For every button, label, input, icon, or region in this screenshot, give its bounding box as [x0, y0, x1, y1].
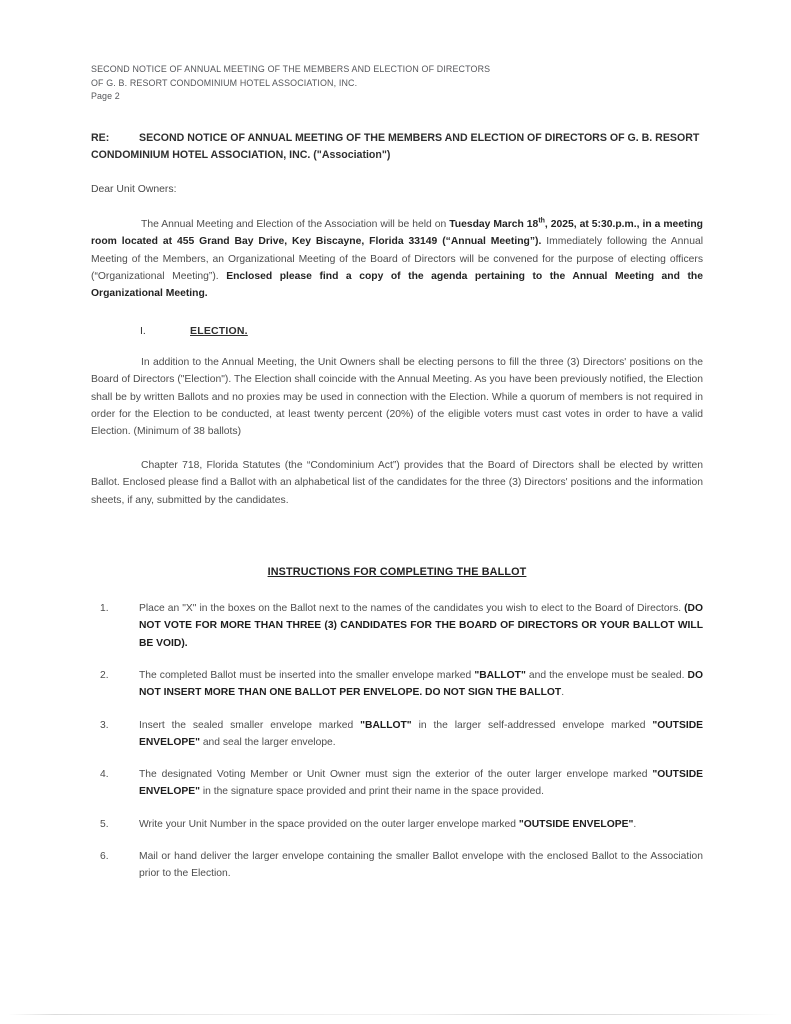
item2-run-3: and the envelope must be sealed.: [525, 669, 688, 681]
item2-run-1: The completed Ballot must be inserted into the smaller envelope marked: [139, 669, 475, 681]
list-item: [91, 766, 703, 801]
letterhead: [91, 63, 703, 104]
ordinal-suffix: th: [538, 217, 545, 225]
item3-run-3: in the larger self-addressed envelope marked: [411, 719, 653, 731]
paragraph-election: In addition to the Annual Meeting, the Unit Owners shall be electing persons to fill the three (3) Directors' positions on the Board of Directors ("Election"). The Election shall coincide with the Annual Meeting. As you have been previously notified, the Election shall be by written Ballots and no proxies may be used in connection with the Election. While a quorum of members is not required in order for the Election to be conducted, at least twenty percent (20%) of the eligible voters must cast votes in order to have a valid Election. (Minimum of 38 ballots): [91, 356, 703, 438]
item3-ballot-bold: "BALLOT": [360, 719, 412, 731]
item3-run-1: Insert the sealed smaller envelope marked: [139, 719, 361, 731]
section-number: I.: [140, 324, 146, 337]
list-item-number: 6.: [100, 851, 109, 863]
document-content: [91, 63, 703, 898]
list-item-number: 4.: [100, 769, 109, 781]
item6-run-1: Mail or hand deliver the larger envelope containing the smaller Ballot envelope with the enclosed Ballot to the Association prior to the Election.: [139, 851, 703, 880]
item2-ballot-bold: "BALLOT": [474, 669, 526, 681]
item5-outside-envelope-bold: "OUTSIDE ENVELOPE": [518, 818, 634, 830]
meeting-run-1: The Annual Meeting and Election of the Association will be held on: [141, 218, 450, 230]
list-item-text: [139, 717, 703, 752]
list-item-text: [139, 848, 703, 883]
list-item: [91, 600, 703, 652]
item3-outside-envelope-bold: "OUTSIDE ENVELOPE": [139, 719, 703, 748]
scan-artifact-line: [8, 1014, 783, 1015]
item2-warning-bold: DO NOT INSERT MORE THAN ONE BALLOT PER ENVELOPE. DO NOT SIGN THE BALLOT: [139, 669, 703, 699]
item4-outside-envelope-bold: "OUTSIDE ENVELOPE": [139, 769, 703, 798]
page-number: Page 2: [91, 91, 120, 102]
list-item-text: [139, 766, 703, 801]
list-item: [91, 816, 703, 833]
list-item-text: [139, 667, 703, 702]
re-line: [91, 130, 703, 165]
instructions-list: [91, 600, 703, 883]
list-item-number: 5.: [100, 818, 109, 830]
item4-run-1: The designated Voting Member or Unit Owner must sign the exterior of the outer larger envelope marked: [139, 769, 653, 781]
item4-run-3: in the signature space provided and print their name in the space provided.: [199, 786, 544, 798]
item1-warning-bold: (DO NOT VOTE FOR MORE THAN THREE (3) CANDIDATES FOR THE BOARD OF DIRECTORS OR YOUR BALLOT WILL BE VOID).: [139, 603, 703, 649]
meeting-run-4: Immediately following the Annual Meeting of the Members, an Organizational Meeting of the Board of Directors will be convened for the purpose of electing officers (“Organizational Meeting”).: [91, 236, 703, 282]
list-item: [91, 717, 703, 752]
list-item-number: 3.: [100, 719, 109, 731]
list-item-number: 2.: [100, 669, 109, 681]
meeting-agenda-bold: Enclosed please find a copy of the agenda pertaining to the Annual Meeting and the Organizational Meeting.: [91, 271, 703, 300]
list-item-text: [139, 600, 703, 652]
letterhead-line-2: OF G. B. RESORT CONDOMINIUM HOTEL ASSOCIATION, INC.: [91, 77, 358, 88]
list-item-number: 1.: [100, 603, 109, 615]
list-item: [91, 848, 703, 883]
meeting-date-text: Tuesday March 18: [449, 218, 539, 230]
meeting-location-text: , 2025, at 5:30.p.m., in a meeting room located at 455 Grand Bay Drive, Key Biscayne, Florida 33149 (“Annual Meeting”).: [91, 218, 703, 248]
item1-run-1: Place an "X" in the boxes on the Ballot next to the names of the candidates you wish to elect to the Board of Directors.: [139, 603, 685, 615]
re-label: RE:: [91, 131, 110, 144]
list-item: [91, 667, 703, 702]
list-item-text: [139, 816, 703, 833]
paragraph-chapter-718: Chapter 718, Florida Statutes (the “Condominium Act”) provides that the Board of Directors shall be elected by written Ballot. Enclosed please find a Ballot with an alphabetical list of the candidates for the three (3) Directors' positions and the information sheets, if any, submitted by the candidates.: [91, 459, 703, 506]
section-heading-election: [91, 323, 703, 340]
letterhead-line-1: SECOND NOTICE OF ANNUAL MEETING OF THE MEMBERS AND ELECTION OF DIRECTORS: [91, 64, 491, 74]
item3-run-5: and seal the larger envelope.: [199, 736, 336, 748]
paragraph-annual-meeting: [91, 216, 703, 303]
item5-run-1: Write your Unit Number in the space provided on the outer larger envelope marked: [139, 818, 519, 830]
instructions-heading: INSTRUCTIONS FOR COMPLETING THE BALLOT: [267, 566, 527, 579]
item2-run-5: .: [561, 687, 565, 699]
section-title: ELECTION.: [190, 324, 248, 337]
re-text: SECOND NOTICE OF ANNUAL MEETING OF THE MEMBERS AND ELECTION OF DIRECTORS OF G. B. RESORT CONDOMINIUM HOTEL ASSOCIATION, INC. ("Association"): [91, 131, 700, 162]
salutation: Dear Unit Owners:: [91, 183, 177, 195]
item5-run-3: .: [633, 818, 637, 830]
